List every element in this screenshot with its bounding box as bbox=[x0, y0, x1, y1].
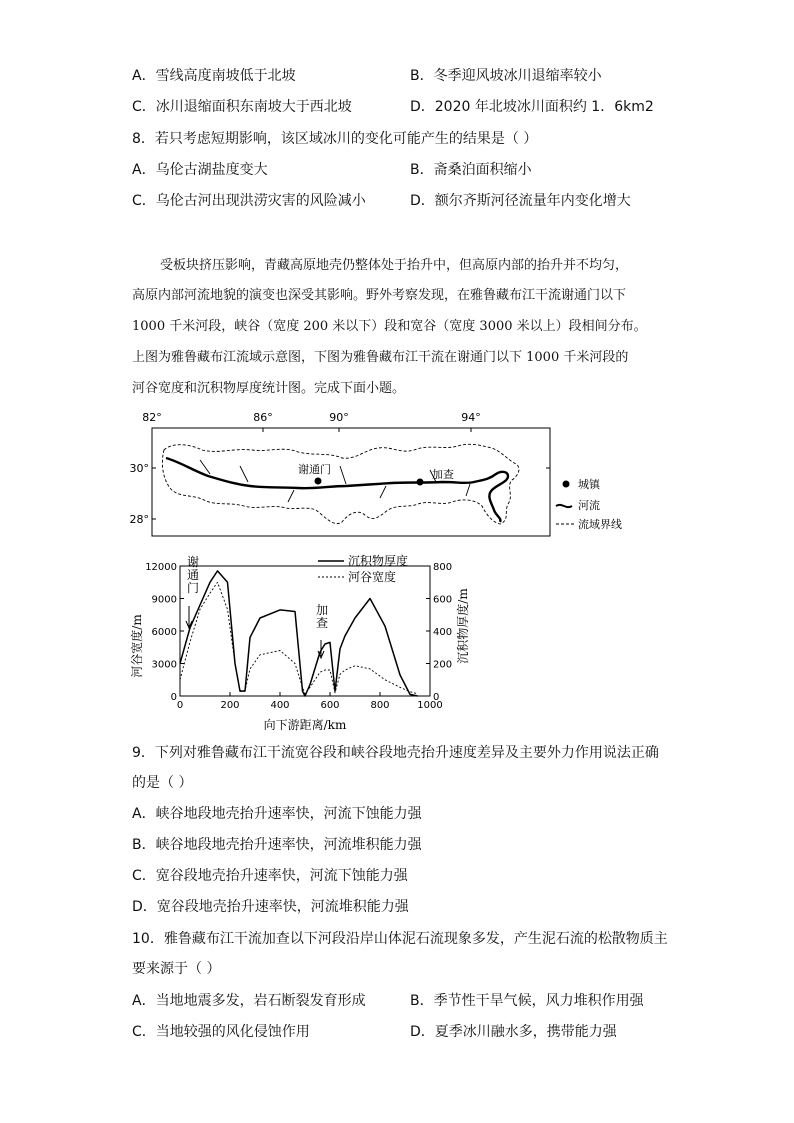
legend-width-label: 河谷宽度 bbox=[348, 570, 397, 584]
annotation-char: 查 bbox=[315, 616, 329, 630]
map-frame bbox=[152, 428, 550, 536]
y-left-tick-label: 0 bbox=[170, 692, 177, 703]
svg-text:加查 bbox=[316, 602, 328, 630]
basin-map bbox=[130, 410, 650, 540]
q7-option-d: D．2020 年北坡冰川面积约 1．6km2 bbox=[410, 99, 654, 115]
q10-stem-line-2: 要来源于（ ） bbox=[132, 961, 221, 977]
q9-stem-line-2: 的是（ ） bbox=[132, 775, 193, 791]
width-thickness-chart bbox=[130, 548, 470, 733]
x-tick-label: 800 bbox=[370, 700, 390, 711]
q7-option-a: A．雪线高度南坡低于北坡 bbox=[132, 68, 296, 84]
series-line-sediment-thickness bbox=[180, 571, 418, 696]
x-tick-label: 0 bbox=[176, 700, 184, 711]
map-ticks bbox=[152, 428, 550, 519]
lon-label-90: 90° bbox=[329, 411, 349, 424]
town-xietongmen-label: 谢通门 bbox=[298, 463, 331, 476]
town-jiacha-label: 加查 bbox=[432, 468, 454, 481]
plot-frame bbox=[180, 566, 430, 696]
tributaries bbox=[200, 460, 470, 502]
q9-option-d: D．宽谷段地壳抬升速率快，河流堆积能力强 bbox=[132, 899, 409, 915]
q8-option-a: A．乌伦古湖盐度变大 bbox=[132, 162, 268, 178]
x-axis-title: 向下游距离/km bbox=[263, 718, 347, 732]
y-left-tick-label: 6000 bbox=[151, 627, 177, 638]
svg-text:谢通门 bbox=[187, 554, 199, 595]
q8-option-c: C．乌伦古河出现洪涝灾害的风险减小 bbox=[132, 193, 366, 209]
yarlung-river bbox=[166, 458, 508, 522]
passage-line-4: 上图为雅鲁藏布江流域示意图，下图为雅鲁藏布江干流在谢通门以下 1000 千米河段的 bbox=[132, 350, 629, 365]
y-right-tick-label: 600 bbox=[433, 594, 453, 606]
annotation-char: 通 bbox=[186, 568, 200, 582]
passage-line-3: 1000 千米河段，峡谷（宽度 200 米以下）段和宽谷（宽度 3000 米以上）段相间分布。 bbox=[132, 319, 647, 334]
lon-label-86: 86° bbox=[253, 411, 273, 424]
lat-label-28: 28° bbox=[130, 513, 149, 526]
q9-option-b: B．峡谷地段地壳抬升速率快，河流堆积能力强 bbox=[132, 837, 422, 853]
x-tick-label: 400 bbox=[270, 700, 290, 711]
legend-town-label: 城镇 bbox=[578, 478, 600, 491]
q10-option-d: D．夏季冰川融水多，携带能力强 bbox=[410, 1024, 617, 1040]
legend-town-icon bbox=[563, 481, 570, 488]
y-left-tick-label: 12000 bbox=[145, 562, 177, 573]
q10-option-b: B．季节性干旱气候，风力堆积作用强 bbox=[410, 993, 644, 1009]
town-xietongmen-dot bbox=[315, 478, 322, 485]
y-left-axis-title: 河谷宽度/m bbox=[130, 614, 144, 678]
legend-river-icon bbox=[556, 505, 572, 507]
lon-label-94: 94° bbox=[461, 411, 481, 424]
basin-boundary bbox=[162, 444, 519, 524]
q10-option-a: A．当地地震多发，岩石断裂发育形成 bbox=[132, 993, 366, 1009]
q10-stem-line-1: 10．雅鲁藏布江干流加查以下河段沿岸山体泥石流现象多发，产生泥石流的松散物质主 bbox=[132, 931, 668, 947]
x-tick-label: 600 bbox=[320, 700, 340, 711]
x-tick-label: 1000 bbox=[417, 700, 443, 711]
y-left-tick-label: 3000 bbox=[151, 659, 177, 671]
series-line-valley-width bbox=[180, 582, 418, 694]
annotation-char: 加 bbox=[315, 603, 329, 617]
legend-boundary-label: 流域界线 bbox=[578, 518, 622, 531]
y-left-tick-label: 9000 bbox=[151, 594, 177, 606]
y-right-tick-label: 0 bbox=[433, 692, 440, 703]
q8-option-d: D．额尔齐斯河径流量年内变化增大 bbox=[410, 193, 631, 209]
town-jiacha-dot bbox=[417, 479, 424, 486]
q9-stem-line-1: 9．下列对雅鲁藏布江干流宽谷段和峡谷段地壳抬升速度差异及主要外力作用说法正确 bbox=[132, 745, 659, 761]
x-tick-label: 200 bbox=[220, 700, 240, 711]
q8-stem: 8．若只考虑短期影响，该区域冰川的变化可能产生的结果是（ ） bbox=[132, 131, 538, 147]
y-right-tick-label: 400 bbox=[433, 627, 453, 638]
y-right-tick-label: 200 bbox=[433, 659, 453, 671]
passage-line-1: 受板块挤压影响，青藏高原地壳仍整体处于抬升中，但高原内部的抬升并不均匀， bbox=[160, 258, 629, 273]
legend-thickness-label: 沉积物厚度 bbox=[348, 554, 409, 568]
lat-label-30: 30° bbox=[130, 462, 149, 475]
q7-option-c: C．冰川退缩面积东南坡大于西北坡 bbox=[132, 99, 352, 115]
legend-river-label: 河流 bbox=[578, 499, 600, 512]
annotation-xietongmen bbox=[186, 554, 199, 628]
lon-label-82: 82° bbox=[142, 411, 162, 424]
q9-option-c: C．宽谷段地壳抬升速率快，河流下蚀能力强 bbox=[132, 868, 408, 884]
q7-option-b: B．冬季迎风坡冰川退缩率较小 bbox=[410, 68, 602, 84]
y-right-axis-title: 沉积物厚度/m bbox=[456, 588, 470, 664]
q10-option-c: C．当地较强的风化侵蚀作用 bbox=[132, 1024, 310, 1040]
y-right-tick-label: 800 bbox=[433, 562, 453, 573]
q8-option-b: B．斋桑泊面积缩小 bbox=[410, 162, 532, 178]
q9-option-a: A．峡谷地段地壳抬升速率快，河流下蚀能力强 bbox=[132, 806, 422, 822]
passage-line-2: 高原内部河流地貌的演变也深受其影响。野外考察发现，在雅鲁藏布江干流谢通门以下 bbox=[132, 288, 627, 303]
passage-line-5: 河谷宽度和沉积物厚度统计图。完成下面小题。 bbox=[132, 381, 406, 396]
annotation-char: 门 bbox=[186, 581, 200, 595]
annotation-char: 谢 bbox=[186, 555, 200, 569]
